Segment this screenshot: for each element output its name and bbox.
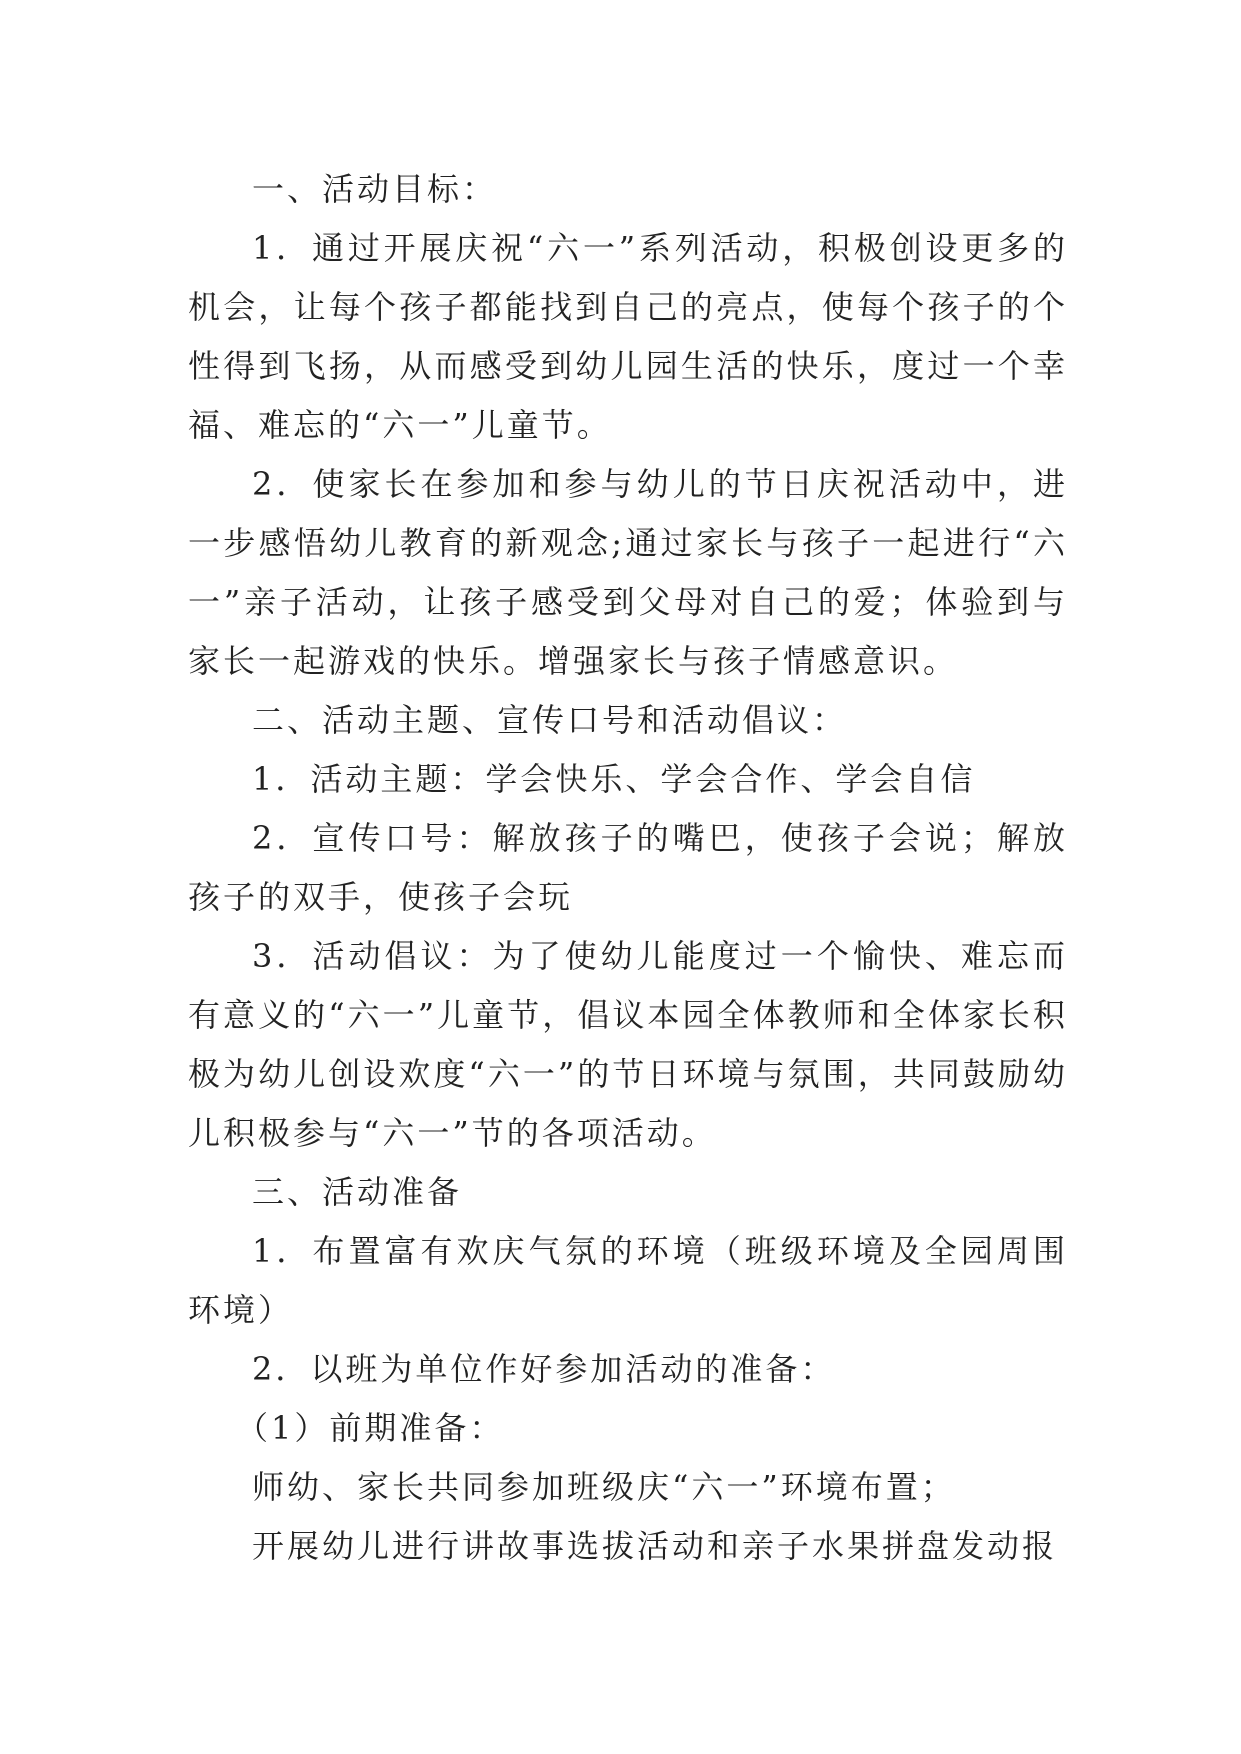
document-body [188,160,1068,1576]
paragraph-slogan: 2．宣传口号：解放孩子的嘴巴，使孩子会说；解放孩子的双手，使孩子会玩 [188,819,1068,916]
paragraph-theme: 1．活动主题：学会快乐、学会合作、学会自信 [252,760,976,798]
paragraph-prep-environment: 师幼、家长共同参加班级庆“六一”环境布置； [252,1468,956,1506]
paragraph-prep-2: 2．以班为单位作好参加活动的准备： [252,1350,836,1388]
paragraph-goal-1: 1．通过开展庆祝“六一”系列活动，积极创设更多的机会，让每个孩子都能找到自己的亮点，使每个孩子的个性得到飞扬，从而感受到幼儿园生活的快乐，度过一个幸福、难忘的“六一”儿童节。 [188,229,1068,444]
paragraph-prep-early: （1）前期准备： [236,1409,505,1447]
paragraph-goal-2: 2．使家长在参加和参与幼儿的节日庆祝活动中，进一步感悟幼儿教育的新观念;通过家长与孩子一起进行“六一”亲子活动，让孩子感受到父母对自己的爱；体验到与家长一起游戏的快乐。增强家长与孩子情感意识。 [188,465,1068,680]
section-heading-preparation: 三、活动准备 [252,1173,463,1211]
section-heading-theme: 二、活动主题、宣传口号和活动倡议： [252,701,848,739]
paragraph-prep-activities: 开展幼儿进行讲故事选拔活动和亲子水果拼盘发动报 [252,1527,1058,1565]
section-heading-goals: 一、活动目标： [252,170,498,208]
paragraph-initiative: 3．活动倡议：为了使幼儿能度过一个愉快、难忘而有意义的“六一”儿童节，倡议本园全体教师和全体家长积极为幼儿创设欢度“六一”的节日环境与氛围，共同鼓励幼儿积极参与“六一”节的各项活动。 [188,937,1068,1152]
paragraph-prep-1: 1．布置富有欢庆气氛的环境（班级环境及全园周围环境） [188,1232,1068,1329]
